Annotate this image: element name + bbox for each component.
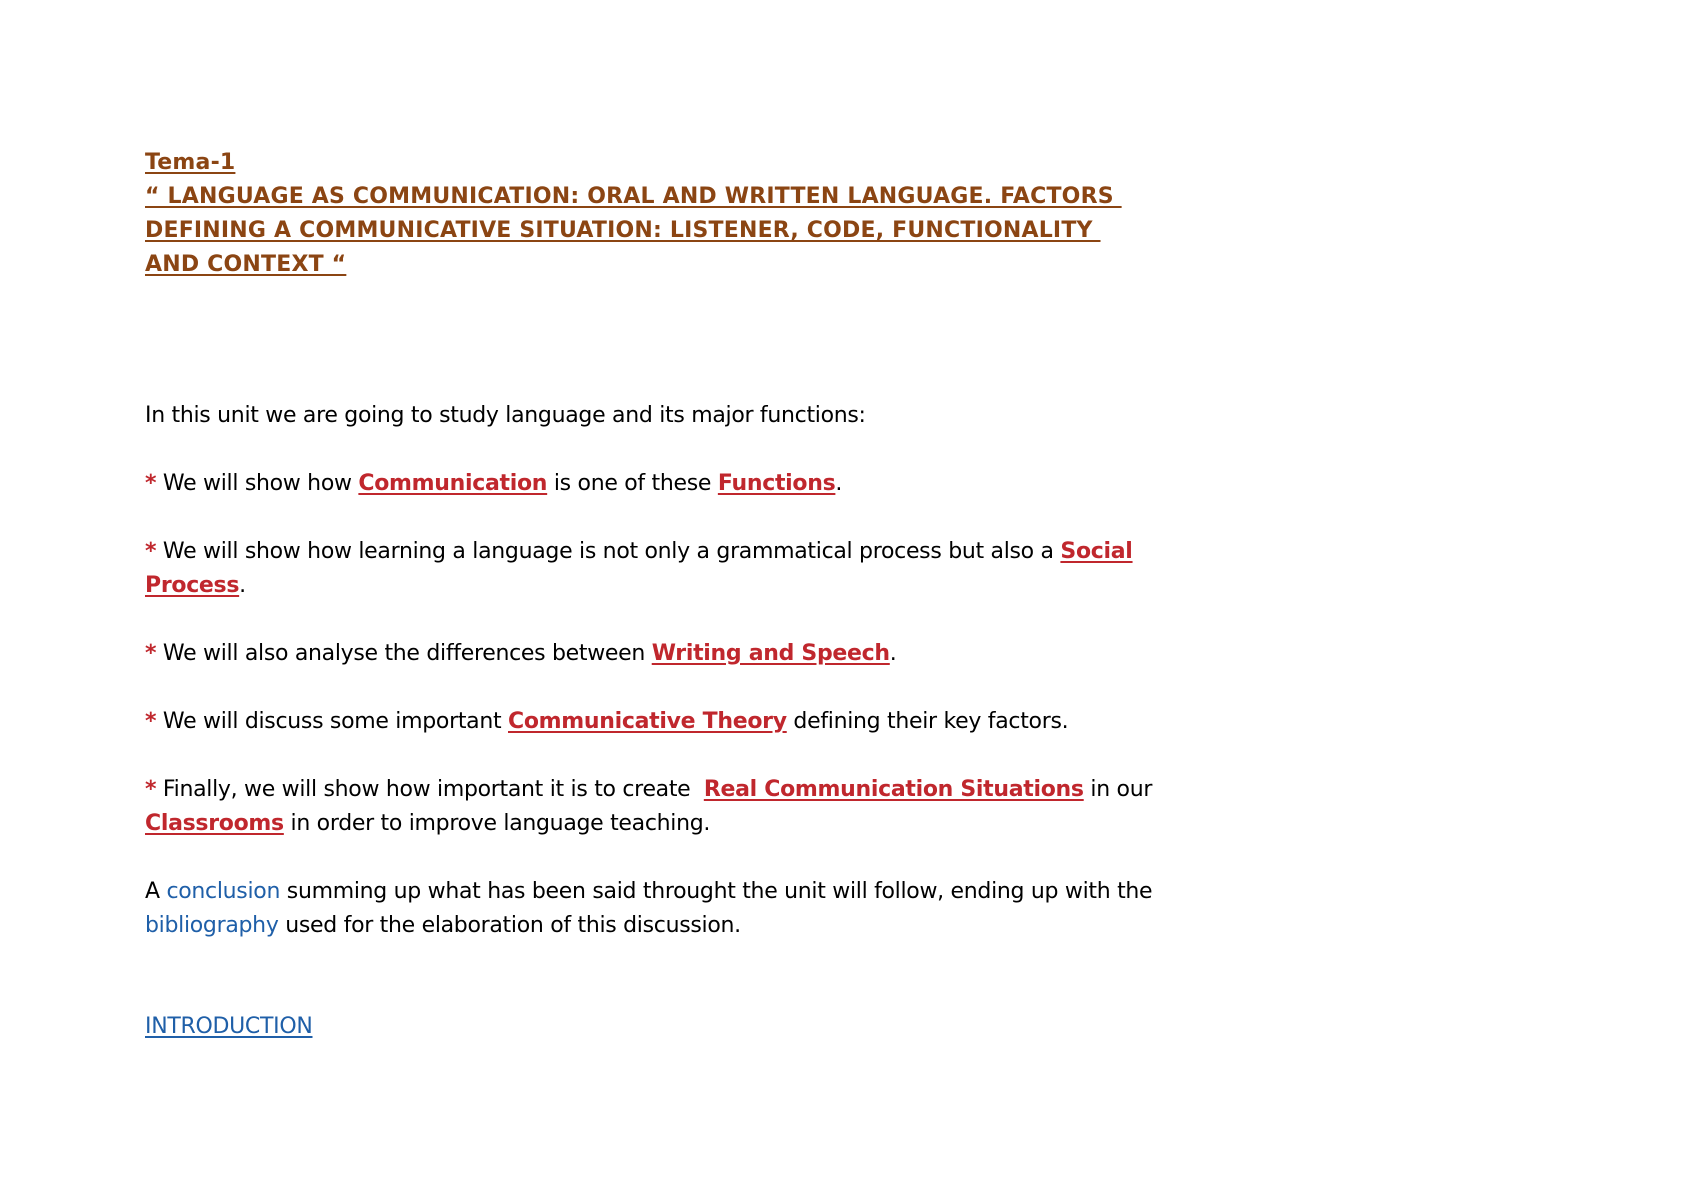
bullet-item-1 [145,467,1185,501]
document-heading [145,146,1185,282]
title-line-3: AND CONTEXT “ [145,252,347,277]
term-writing-and-speech[interactable]: Writing and Speech [651,641,890,666]
bullet-text: Finally, we will show how important it is to create [156,777,704,802]
bullet-item-4 [145,705,1185,739]
document-body [145,399,1185,1044]
bullet-text: . [889,641,897,666]
intro-paragraph: In this unit we are going to study language and its major functions: [145,403,866,428]
bullet-text: defining their key factors. [786,709,1069,734]
bullet-text: We will discuss some important [156,709,508,734]
bullet-item-5 [145,773,1185,841]
bullet-text: . [239,573,246,598]
bullet-text: We will show how learning a language is not only a grammatical process but also a [156,539,1061,564]
term-communicative-theory[interactable]: Communicative Theory [508,709,787,734]
title-line-1: “ LANGUAGE AS COMMUNICATION: ORAL AND WRITTEN LANGUAGE. FACTORS [145,184,1122,209]
bullet-text: in order to improve language teaching. [283,811,711,836]
paragraph-text: used for the elaboration of this discussion. [278,913,741,938]
bullet-text: We will also analyse the differences between [156,641,652,666]
asterisk-bullet-icon: * [145,641,157,666]
bullet-text: . [835,471,843,496]
term-real-communication-situations[interactable]: Real Communication Situations [703,777,1084,802]
asterisk-bullet-icon: * [145,471,157,496]
term-functions[interactable]: Functions [717,471,836,496]
bullet-text: is one of these [547,471,718,496]
asterisk-bullet-icon: * [145,709,157,734]
bullet-text: in our [1083,777,1153,802]
unit-label: Tema-1 [145,150,236,175]
term-communication[interactable]: Communication [358,471,548,496]
title-line-2: DEFINING A COMMUNICATIVE SITUATION: LISTENER, CODE, FUNCTIONALITY [145,218,1101,243]
asterisk-bullet-icon: * [145,539,157,564]
introduction-link[interactable]: INTRODUCTION [145,1014,313,1039]
term-social-process[interactable]: Social Process [145,539,1133,598]
bullet-text: We will show how [156,471,359,496]
bibliography-link[interactable]: bibliography [145,913,279,938]
bullet-item-2 [145,535,1185,603]
paragraph-text: A [145,879,167,904]
document-content [145,146,1185,1044]
bullet-item-3 [145,637,1185,671]
asterisk-bullet-icon: * [145,777,157,802]
conclusion-paragraph [145,875,1185,943]
paragraph-text: summing up what has been said throught the unit will follow, ending up with the [280,879,1153,904]
conclusion-link[interactable]: conclusion [166,879,281,904]
term-classrooms[interactable]: Classrooms [145,811,284,836]
